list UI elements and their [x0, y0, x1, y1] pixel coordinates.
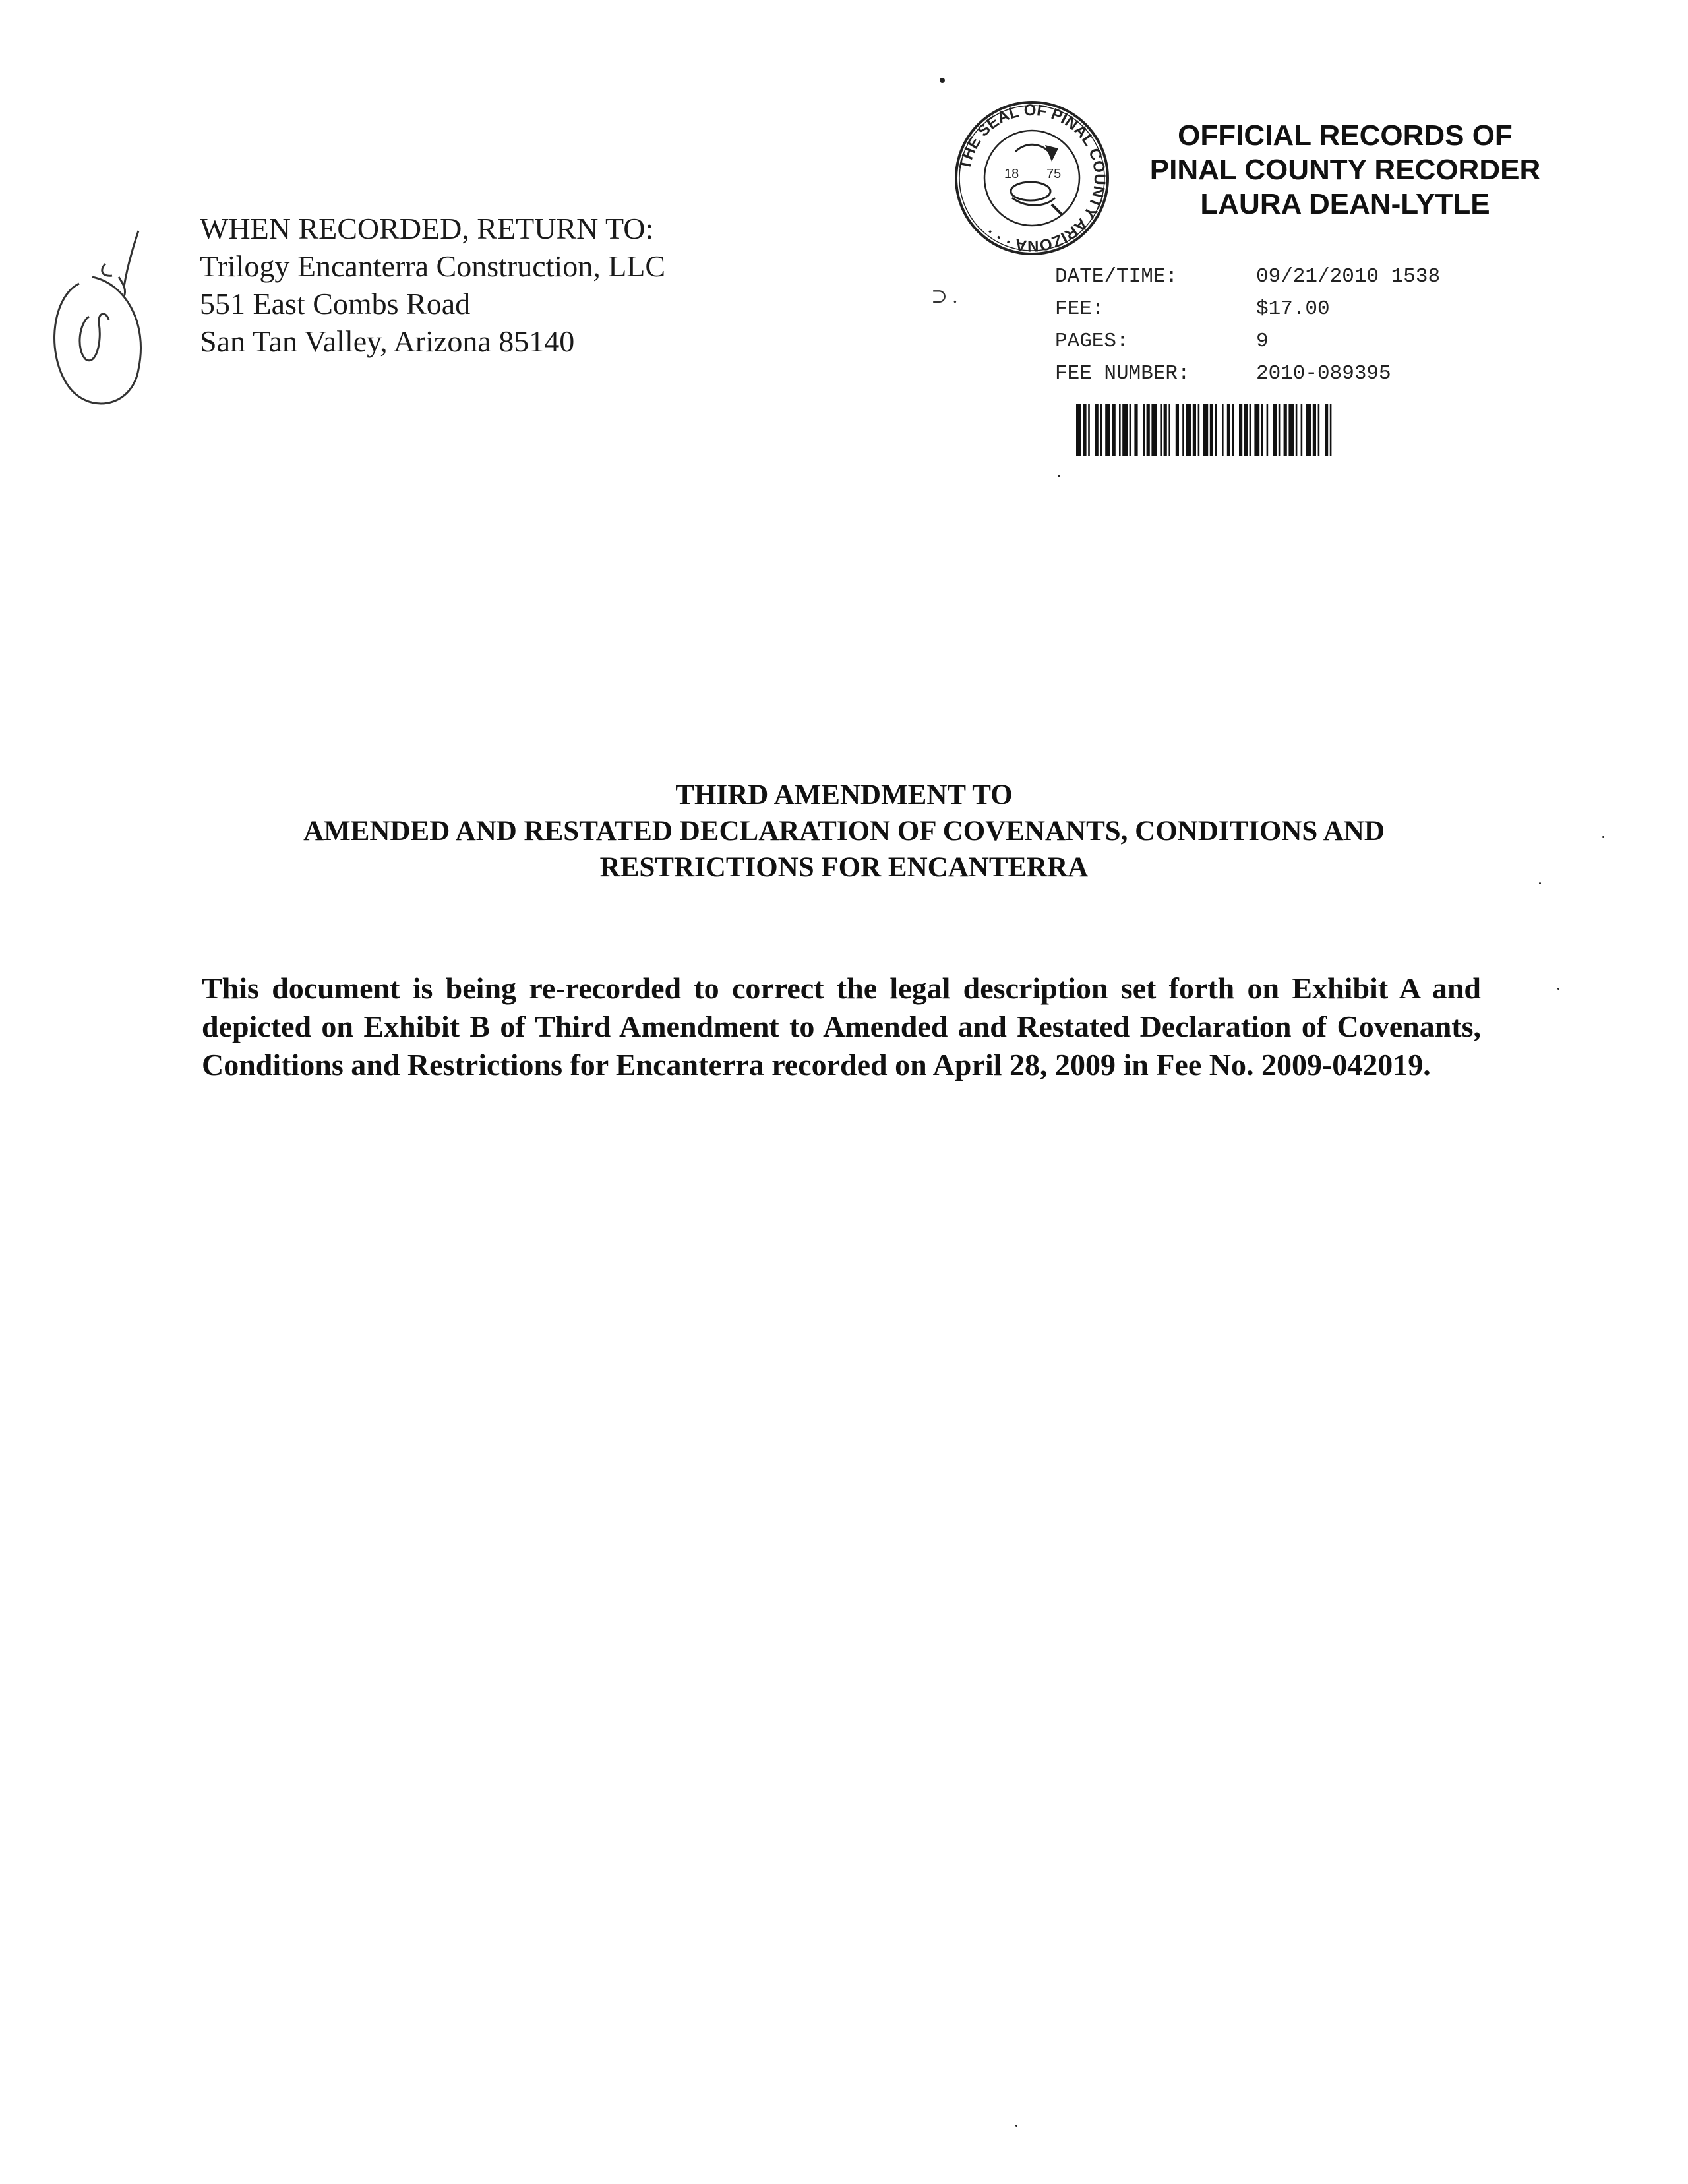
- barcode-bar: [1227, 404, 1230, 456]
- barcode-bar: [1083, 404, 1086, 456]
- scan-speck: [1058, 475, 1060, 477]
- barcode-bar: [1130, 404, 1131, 456]
- barcode-bar: [1105, 404, 1110, 456]
- barcode-bar: [1122, 404, 1128, 456]
- recording-info: [1055, 260, 1440, 390]
- return-street: 551 East Combs Road: [200, 287, 471, 320]
- barcode-bar: [1193, 404, 1196, 456]
- barcode-bar: [1273, 404, 1277, 456]
- barcode-bar: [1288, 404, 1294, 456]
- date-time-value: 09/21/2010 1538: [1256, 265, 1441, 288]
- barcode-bar: [1143, 404, 1145, 456]
- recorder-line-1: OFFICIAL RECORDS OF: [1178, 119, 1513, 152]
- barcode-bar: [1119, 404, 1121, 456]
- return-name: Trilogy Encanterra Construction, LLC: [200, 249, 666, 283]
- barcode-bar: [1261, 404, 1263, 456]
- fee-number-label: FEE NUMBER:: [1055, 362, 1190, 385]
- barcode-bar: [1147, 404, 1150, 456]
- fee-label: FEE:: [1055, 297, 1104, 320]
- fee-row: [1055, 293, 1440, 325]
- document-title: [132, 777, 1556, 886]
- barcode-bar: [1076, 404, 1081, 456]
- barcode-bar: [1301, 404, 1303, 456]
- barcode-bar: [1306, 404, 1311, 456]
- svg-text:THE SEAL OF PINAL COUNTY ARIZO: THE SEAL OF PINAL COUNTY ARIZONA · · ·: [955, 101, 1109, 255]
- title-line-3: RESTRICTIONS FOR ENCANTERRA: [599, 852, 1089, 883]
- scan-speck: [1015, 2125, 1017, 2127]
- svg-text:18: 18: [1004, 167, 1019, 181]
- barcode-bar: [1176, 404, 1179, 456]
- recorder-line-2: PINAL COUNTY RECORDER: [1149, 154, 1541, 186]
- date-time-row: [1055, 260, 1440, 293]
- barcode-bar: [1330, 404, 1332, 456]
- pages-row: [1055, 325, 1440, 357]
- recorder-header: [1121, 119, 1569, 222]
- scan-speck: [1557, 988, 1559, 990]
- fee-value: $17.00: [1256, 297, 1330, 320]
- barcode-bar: [1215, 404, 1217, 456]
- barcode-bar: [1250, 404, 1251, 456]
- handwritten-mark-icon: [40, 224, 165, 422]
- fee-number-value: 2010-089395: [1256, 362, 1391, 385]
- barcode-bar: [1244, 404, 1248, 456]
- barcode-bar: [1160, 404, 1162, 456]
- title-line-1: THIRD AMENDMENT TO: [675, 779, 1013, 810]
- barcode-bar: [1203, 404, 1208, 456]
- barcode-bar: [1318, 404, 1320, 456]
- barcode-bar: [1186, 404, 1191, 456]
- barcode-bar: [1164, 404, 1167, 456]
- barcode-bar: [1232, 404, 1234, 456]
- fee-number-row: [1055, 357, 1440, 390]
- barcode-bar: [1210, 404, 1213, 456]
- scan-speck: [1539, 882, 1541, 884]
- title-line-2: AMENDED AND RESTATED DECLARATION OF COVENANTS, CONDITIONS AND: [303, 816, 1385, 847]
- barcode-bar: [1100, 404, 1102, 456]
- barcode-bar: [1239, 404, 1242, 456]
- barcode-bar: [1325, 404, 1328, 456]
- barcode-bar: [1095, 404, 1099, 456]
- barcode-bar: [1134, 404, 1137, 456]
- barcode-icon: [1076, 404, 1557, 456]
- county-seal-icon: [953, 99, 1111, 257]
- scan-speck: [940, 78, 945, 83]
- barcode-bar: [1284, 404, 1287, 456]
- scan-mark: ⊃ .: [931, 286, 958, 307]
- date-time-label: DATE/TIME:: [1055, 265, 1178, 288]
- barcode-bar: [1313, 404, 1316, 456]
- pages-value: 9: [1256, 330, 1269, 353]
- scan-speck: [1602, 836, 1604, 838]
- barcode-bar: [1088, 404, 1090, 456]
- barcode-bar: [1151, 404, 1157, 456]
- barcode-bar: [1296, 404, 1298, 456]
- barcode-bar: [1222, 404, 1224, 456]
- barcode-bar: [1198, 404, 1200, 456]
- barcode-bar: [1279, 404, 1281, 456]
- return-heading: WHEN RECORDED, RETURN TO:: [200, 212, 654, 245]
- barcode-bar: [1112, 404, 1116, 456]
- return-to-block: [200, 210, 665, 360]
- recorder-line-3: LAURA DEAN-LYTLE: [1200, 188, 1490, 220]
- barcode-bar: [1168, 404, 1170, 456]
- pages-label: PAGES:: [1055, 330, 1129, 353]
- body-paragraph: This document is being re-recorded to correct the legal description set forth on Exhibit A and depicted on Exhibit B of Third Amendment to Amended and Restated Declaration of Covenants, Conditions and Restrictions for Encanterra recorded on April 28, 2009 in Fee No. 2009-042019.: [202, 971, 1481, 1081]
- barcode-bar: [1182, 404, 1184, 456]
- barcode-bar: [1267, 404, 1269, 456]
- svg-text:75: 75: [1046, 167, 1062, 181]
- barcode-bar: [1254, 404, 1259, 456]
- return-city: San Tan Valley, Arizona 85140: [200, 324, 575, 358]
